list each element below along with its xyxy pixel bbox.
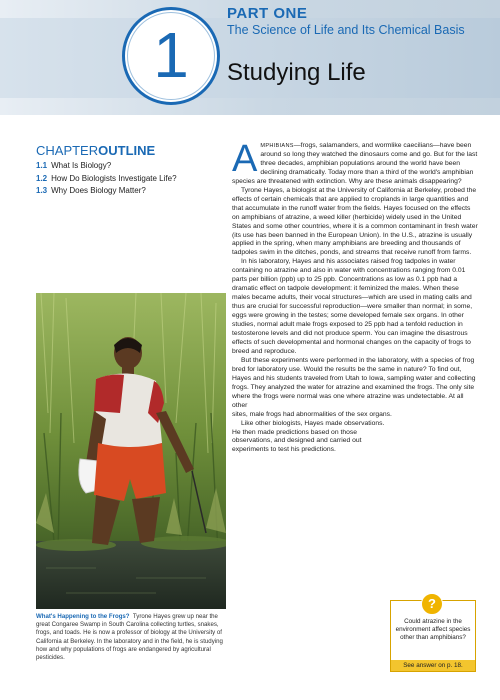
- paragraph-4-continued: sites, male frogs had abnormalities of the sex organs.: [232, 410, 392, 418]
- field-photo-illustration: [36, 293, 226, 609]
- outline-item-label: What Is Biology?: [51, 161, 112, 170]
- outline-item-label: Why Does Biology Matter?: [51, 186, 146, 195]
- caption-text: Tyrone Hayes grew up near the great Congaree Swamp in South Carolina collecting turtles, snakes, frogs, and toads. He is now a professor of biology at the University of California at Berkeley. In the laboratory and in the field, he is studying how and why populations of frogs are endangered by agricultural pesticides.: [36, 613, 223, 662]
- paragraph-3: In his laboratory, Hayes and his associates raised frog tadpoles in water containing no atrazine and also in water with concentrations ranging from 0.01 parts per billion (ppb) up to 25 ppb. Concentrations as low as 0.1 ppb had a dramatic effect on tadpole development: it feminized the males. When these males became adults, their vocal structures—which are used in mating calls and thus are crucial for successful reproduction—were smaller than normal; in some, eggs were growing in the testes; some developed female sex organs. In other studies, normal adult male frogs exposed to 25 ppb had a tenfold reduction in testosterone levels and did not produce sperm. You can imagine the disastrous effects of such developmental and hormonal changes on the capacity of frogs to breed and reproduce.: [232, 258, 473, 355]
- question-text: Could atrazine in the environment affect species other than amphibians?: [395, 618, 471, 641]
- outline-item-label: How Do Biologists Investigate Life?: [51, 173, 177, 183]
- question-mark-icon: ?: [421, 593, 443, 615]
- paragraph-1-text: —frogs, salamanders, and wormlike caecilians—have been around so long they watched the dinosaurs come and go. But for the last three decades, amphibian populations around the world have been declining dramatically. Today more than a third of the world's amphibian species are threatened with extinction. Why are these animals disappearing?: [232, 142, 478, 185]
- paragraph-1-lead: MPHIBIANS: [260, 143, 294, 149]
- chapter-number-badge: [122, 7, 220, 105]
- drop-cap: A: [232, 138, 258, 180]
- outline-item[interactable]: [36, 173, 177, 186]
- chapter-outline-title: [36, 143, 155, 158]
- paragraph-4: But these experiments were performed in the laboratory, with a species of frog bred for laboratory use. Would the results be the same in nature? To find out, Hayes and his students traveled from Utah to Iowa, sampling water and collecting frogs. They analyzed the water for atrazine and examined the frogs. The only site where the frogs were normal was one where atrazine was undetectable. At all other: [232, 356, 476, 409]
- photo-caption: [36, 613, 224, 662]
- body-text: [232, 138, 478, 455]
- chapter-number-ring: [127, 12, 215, 100]
- part-subtitle: The Science of Life and Its Chemical Basis: [227, 23, 465, 37]
- chapter-outline-list: [36, 160, 177, 198]
- outline-item-number: 1.1: [36, 161, 48, 170]
- outline-title-suffix: OUTLINE: [98, 143, 156, 158]
- caption-title: What's Happening to the Frogs?: [36, 613, 130, 620]
- paragraph-2: Tyrone Hayes, a biologist at the University of California at Berkeley, probed the effects of certain chemicals that are applied to croplands in large quantities and that accumulate in the runoff water from the fields. Hayes focused on the effects on amphibians of atrazine, a weed killer (herbicide) widely used in the United States and some other countries, where it is a common contaminant in fresh water (its use has been banned in the European Union). In the U.S., atrazine is usually applied in the spring, when many amphibians are breeding and thousands of tadpoles swim in the ditches, ponds, and streams that receive runoff from farms.: [232, 186, 478, 257]
- outline-item[interactable]: [36, 160, 177, 173]
- paragraph-5: Like other biologists, Hayes made observations. He then made predictions based on those observations, and designed and carried out experiments to test his predictions.: [232, 419, 385, 454]
- field-photo: [36, 293, 226, 609]
- outline-title-prefix: CHAPTER: [36, 143, 99, 158]
- outline-item-number: 1.3: [36, 186, 48, 195]
- part-label: PART ONE: [227, 5, 308, 22]
- chapter-title: Studying Life: [227, 59, 366, 86]
- question-box: [390, 596, 476, 672]
- paragraph-1: [232, 138, 478, 187]
- chapter-number: 1: [153, 19, 189, 91]
- answer-page-link[interactable]: See answer on p. 18.: [391, 660, 475, 671]
- outline-item-number: 1.2: [36, 173, 48, 183]
- outline-item[interactable]: [36, 185, 177, 198]
